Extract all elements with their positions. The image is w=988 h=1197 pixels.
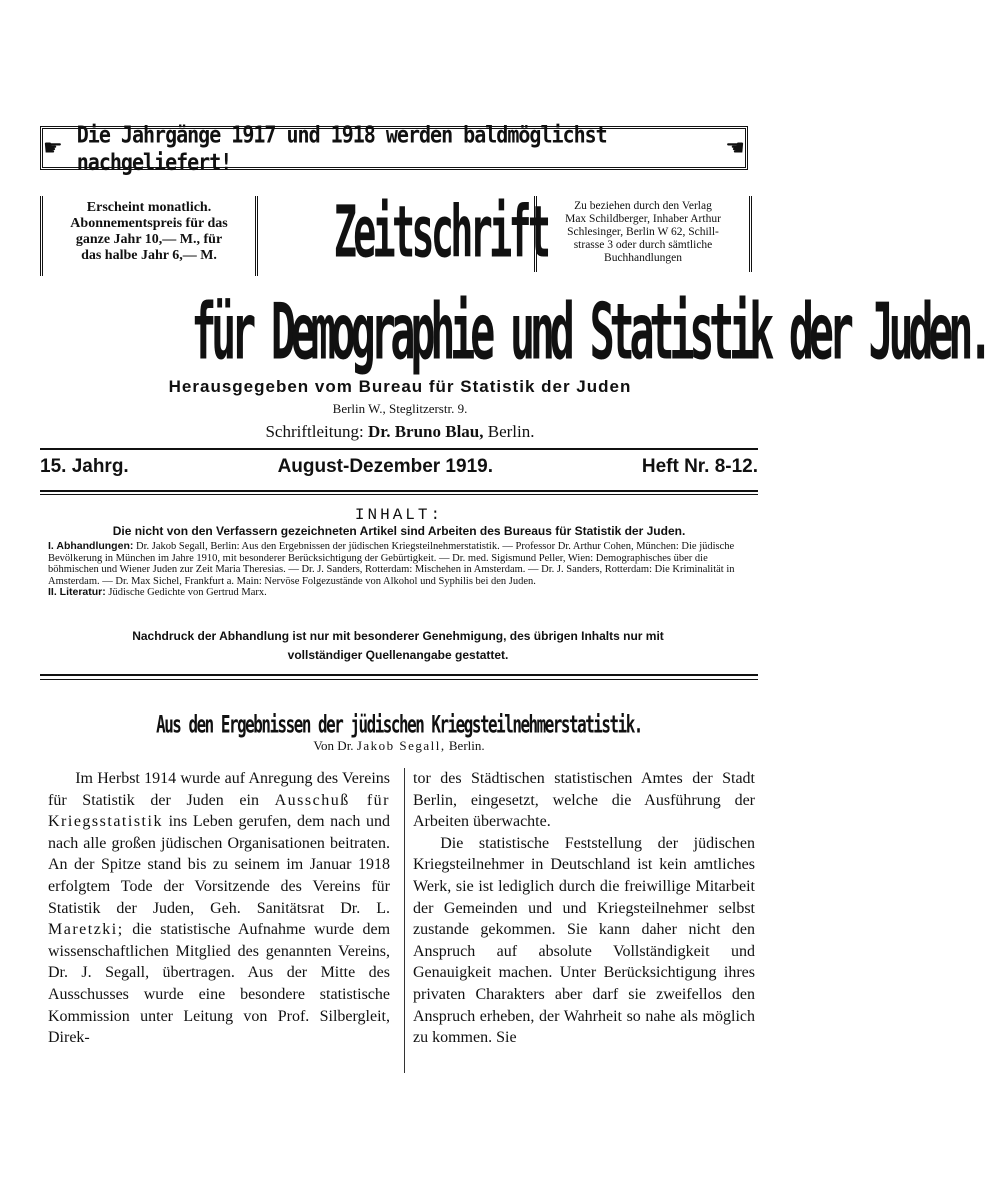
divider	[40, 674, 758, 676]
publisher-line: strasse 3 oder durch sämtliche	[573, 239, 713, 251]
issue-number: Heft Nr. 8-12.	[641, 456, 758, 477]
publisher-line: Zu beziehen durch den Verlag	[574, 200, 712, 212]
publisher-statement: Herausgegeben vom Bureau für Statistik der Juden	[168, 377, 632, 396]
byline-prefix: Von Dr.	[313, 738, 354, 753]
reprint-line: Nachdruck der Abhandlung ist nur mit besonderer Genehmigung, des übrigen Inhalts nur mit	[132, 629, 664, 643]
publisher-line: Buchhandlungen	[604, 252, 682, 264]
divider	[40, 448, 758, 450]
toc-section-label: I. Abhandlungen:	[48, 540, 134, 552]
subscription-box	[40, 196, 258, 276]
masthead-subtitle-large: für Demographie und Statistik der Juden.	[191, 286, 988, 377]
toc-section-1	[48, 541, 756, 587]
article-column-right	[413, 768, 755, 1049]
masthead-title: Zeitschrift	[333, 190, 548, 274]
editor-city: Berlin.	[487, 422, 535, 441]
editor-line	[40, 422, 760, 442]
paragraph: Die statistische Feststellung der jüdischen Kriegsteilnehmer in Deutschland ist kein amtliches Werk, sie ist lediglich durch die freiwillige Mitarbeit der Gemeinden und und Kriegsteilnehmer selbst zustande gekommen. Sie kann daher nicht den Anspruch auf absolute Vollständigkeit und Genauigkeit machen. Unter Berücksichtigung ihres privaten Charakters aber darf sie zweifellos den Anspruch erheben, der Wahrheit so nahe als möglich zu kommen. Sie	[413, 834, 755, 1047]
divider	[40, 490, 758, 492]
toc-section-text: Dr. Jakob Segall, Berlin: Aus den Ergebnissen der jüdischen Kriegsteilnehmerstatistik. — Professor Dr. Arthur Cohen, München: Die jüdische Bevölkerung in München im Jahre 1910, mit besonderer Berücksichtigung der Gebürtigkeit. — Dr. med. Sigismund Peller, Wien: Demographisches über die böhmischen und Wiener Juden zur Zeit Maria Theresias. — Dr. J. Sanders, Rotterdam: Mischehen in Amsterdam. — Dr. J. Sanders, Rotterdam: Die Kriminalität in Amsterdam. — Dr. Max Sichel, Frankfurt a. Main: Nervöse Folgezustände von Alkohol und Syphilis bei den Juden.	[48, 541, 735, 587]
issue-period: August-Dezember 1919.	[277, 456, 493, 477]
publisher-line: Max Schildberger, Inhaber Arthur	[565, 213, 721, 225]
toc-section-2	[48, 587, 756, 599]
paragraph-emphasis: Maretzki;	[48, 921, 124, 939]
article-byline	[40, 738, 758, 754]
issue-line	[40, 456, 758, 478]
table-of-contents	[48, 541, 756, 599]
subscription-line: Erscheint monatlich.	[86, 200, 212, 215]
paragraph-emphasis: Ausschuß für Kriegsstatistik	[48, 791, 391, 831]
paragraph-text: ins Leben gerufen, dem nach und nach alle großen jüdischen Organisationen beitraten. An der Spitze stand bis zu seinem im Januar 1918 erfolgtem Tode der Vorsitzende des Vereins für Statistik der Juden, Geh. Sanitätsrat Dr. L.	[48, 813, 390, 917]
subscription-line: das halbe Jahr 6,— M.	[81, 248, 217, 263]
issue-year: 15. Jahrg.	[40, 456, 129, 477]
banner-text: Die Jahrgänge 1917 und 1918 werden baldmöglichst nachgeliefert!	[76, 120, 607, 176]
subscription-line: Abonnementspreis für das	[70, 216, 228, 231]
contents-note: Die nicht von den Verfassern gezeichneten Artikel sind Arbeiten des Bureaus für Statistik der Juden.	[112, 524, 686, 538]
subscription-line: ganze Jahr 10,— M., für	[75, 232, 223, 247]
publisher-box	[534, 196, 752, 272]
announcement-banner	[40, 120, 748, 176]
publisher-line: Schlesinger, Berlin W 62, Schill-	[567, 226, 719, 238]
reprint-line: vollständiger Quellenangabe gestattet.	[287, 648, 509, 662]
publisher-address: Berlin W., Steglitzerstr. 9.	[332, 401, 468, 416]
reprint-notice	[48, 627, 748, 665]
paragraph	[48, 768, 390, 1049]
divider	[40, 494, 758, 495]
byline-city: Berlin.	[448, 738, 485, 753]
editor-name: Dr. Bruno Blau,	[367, 422, 484, 441]
article-column-left	[48, 768, 390, 1049]
toc-section-label: II. Literatur:	[48, 586, 106, 598]
paragraph-text: Im Herbst 1914 wurde auf Anregung des Vereins für Statistik der Juden ein	[48, 770, 390, 809]
toc-section-text: Jüdische Gedichte von Gertrud Marx.	[108, 587, 267, 598]
editor-label: Schriftleitung:	[265, 422, 364, 441]
column-divider	[404, 768, 405, 1073]
article-title: Aus den Ergebnissen der jüdischen Kriegsteilnehmerstatistik.	[156, 712, 642, 739]
divider	[40, 679, 758, 680]
paragraph-text: die statistische Aufnahme wurde dem wissenschaftlichen Mitglied des genannten Vereins, Dr. J. Segall, übertragen. Aus der Mitte des Ausschusses wurde eine besondere statistische Kommission unter Leitung von Prof. Silbergleit, Direk-	[48, 921, 391, 1047]
byline-author: Jakob Segall,	[356, 738, 446, 753]
contents-heading: INHALT:	[354, 506, 444, 524]
paragraph: tor des Städtischen statistischen Amtes der Stadt Berlin, eingesetzt, welche die Ausführung der Arbeiten überwachte.	[413, 770, 755, 831]
pointing-hand-left-icon: ☚	[725, 135, 745, 160]
pointing-hand-icon: ☛	[43, 135, 63, 160]
